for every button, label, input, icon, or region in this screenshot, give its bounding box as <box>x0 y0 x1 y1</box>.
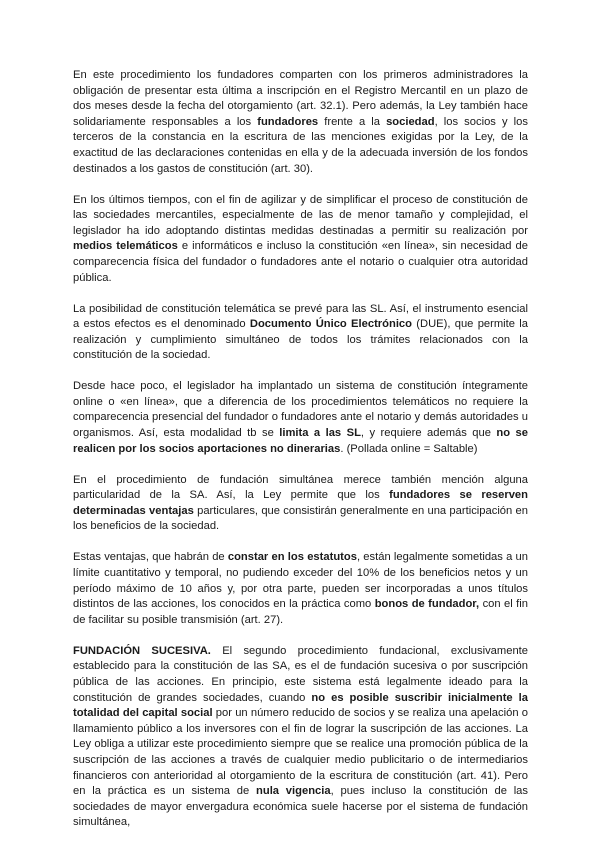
text-run: . (Pollada online = Saltable) <box>340 442 478 455</box>
text-run: , pues incluso la constitución de las sociedades de mayor envergadura económica suele hacerse por el sistema de fundación simultánea, <box>73 785 528 829</box>
paragraph-7 <box>73 644 528 831</box>
text-run: por un número reducido de socios y se realiza una apelación o llamamiento público a los inversores con el fin de lograr la suscripción de las acciones. La Ley obliga a utilizar este procedimiento siempre que se realice una promoción pública de la suscripción de las acciones a través de cualquier medio publicitario o de intermediarios financieros con anterioridad al otorgamiento de la escritura de constitución (art. 41). Pero en la práctica es un sistema de <box>73 707 528 798</box>
bold-text-run: no se realicen por los socios aportaciones no dinerarias <box>73 427 528 455</box>
text-run: La posibilidad de constitución telemática se prevé para las SL. Así, el instrumento esencial a estos efectos es el denominado <box>73 302 528 331</box>
bold-text-run: Documento Único Electrónico <box>249 318 412 331</box>
text-run: particulares, que consistirán generalmente en una participación en los beneficios de la sociedad. <box>73 504 528 533</box>
text-run: frente a la <box>318 115 387 128</box>
text-run: , están legalmente sometidas a un límite cuantitativo y temporal, no pudiendo exceder del 10% de los beneficios netos y un período máximo de 10 años y, por otra parte, pueden ser incorporadas a unos títulos distintos de las acciones, los conocidos en la práctica como <box>73 551 528 611</box>
paragraph-4 <box>73 379 528 457</box>
paragraph-1 <box>73 68 528 177</box>
paragraph-2 <box>73 193 528 287</box>
section-heading: FUNDACIÓN SUCESIVA. <box>73 644 211 657</box>
bold-text-run: sociedad <box>386 115 435 128</box>
bold-text-run: medios telemáticos <box>73 240 178 253</box>
text-run: , los socios y los terceros de la constancia en la escritura de las menciones exigidas por la Ley, de la exactitud de las declaraciones contenidas en ella y de la adecuada inversión de los fondos destinados a los gastos de constitución (art. 30). <box>73 115 528 175</box>
text-run: Desde hace poco, el legislador ha implantado un sistema de constitución íntegramente online o «en línea», que a diferencia de los procedimientos telemáticos no requiere la comparecencia presencial del fundador o fundadores ante el notario y demás autoridades u organismos. Así, esta modalidad tb se <box>73 380 528 440</box>
paragraph-3 <box>73 302 528 364</box>
paragraph-5 <box>73 473 528 535</box>
text-run: El segundo procedimiento fundacional, exclusivamente establecido para la constitución de las SA, es el de fundación sucesiva o por suscripción pública de las acciones. En principio, este sistema está legalmente ideado para la constitución de grandes sociedades, cuando <box>73 644 528 704</box>
bold-text-run: no es posible suscribir inicialmente la totalidad del capital social <box>73 691 528 720</box>
text-run: (DUE), que permite la realización y cumplimiento simultáneo de todos los trámites relacionados con la constitución de la sociedad. <box>73 318 528 362</box>
text-run: con el fin de facilitar su posible transmisión (art. 27). <box>73 598 528 626</box>
bold-text-run: bonos de fundador, <box>374 598 480 611</box>
text-run: e informáticos e incluso la constitución «en línea», sin necesidad de comparecencia física del fundador o fundadores ante el notario o cualquier otra autoridad pública. <box>73 240 528 284</box>
text-run: En los últimos tiempos, con el fin de agilizar y de simplificar el proceso de constitución de las sociedades mercantiles, especialmente de las de menor tamaño y complejidad, el legislador ha ido adoptando distintas medidas destinadas a permitir su realización por <box>73 193 528 237</box>
text-run: Estas ventajas, que habrán de <box>73 551 228 564</box>
text-run: En el procedimiento de fundación simultánea merece también mención alguna particularidad de la SA. Así, la Ley permite que los <box>73 473 528 502</box>
bold-text-run: limita a las SL <box>279 427 361 440</box>
text-run: , y requiere además que <box>360 427 497 440</box>
bold-text-run: fundadores <box>257 115 319 128</box>
bold-text-run: fundadores se reserven determinadas ventajas <box>73 489 528 517</box>
paragraph-6 <box>73 550 528 628</box>
text-run: En este procedimiento los fundadores comparten con los primeros administradores la obligación de presentar esta última a inscripción en el Registro Mercantil en un plazo de dos meses desde la fecha del otorgamiento (art. 32.1). Pero además, la Ley también hace solidariamente responsables a los <box>73 69 528 128</box>
bold-text-run: nula vigencia <box>256 785 331 798</box>
bold-text-run: constar en los estatutos <box>227 551 357 564</box>
